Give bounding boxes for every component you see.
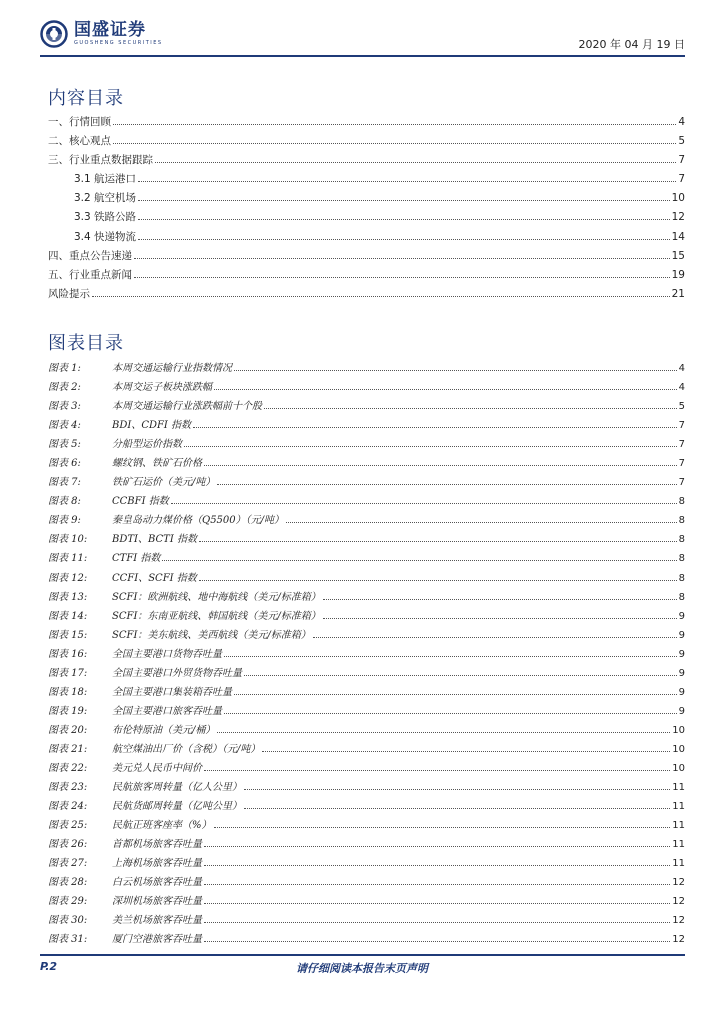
toc-entry-label[interactable]: 四、重点公告速递: [48, 249, 132, 262]
figure-page: 11: [672, 839, 685, 851]
toc-entry-page: 10: [671, 192, 685, 205]
figure-label[interactable]: SCFI：东南亚航线、韩国航线（美元/标准箱）: [112, 610, 321, 622]
figure-number: 图表 17:: [48, 667, 88, 679]
figure-entry[interactable]: [48, 378, 685, 397]
figure-label[interactable]: CCBFI 指数: [112, 496, 169, 508]
report-date: 2020 年 04 月 19 日: [578, 38, 685, 51]
figure-number: 图表 18:: [48, 686, 88, 698]
figure-number: 图表 11:: [48, 553, 88, 565]
figure-entry[interactable]: [48, 835, 685, 854]
figure-number: 图表 20:: [48, 724, 88, 736]
figure-page: 11: [672, 782, 685, 794]
dot-leader: [162, 559, 676, 561]
figure-entry[interactable]: [48, 626, 685, 645]
dot-leader: [244, 674, 677, 676]
toc-entry-page: 19: [671, 268, 685, 281]
toc-entry[interactable]: [48, 133, 685, 152]
figure-entry[interactable]: [48, 549, 685, 568]
figure-number: 图表 16:: [48, 648, 88, 660]
figure-number: 图表 23:: [48, 782, 88, 794]
dot-leader: [262, 750, 670, 752]
figure-page: 11: [672, 820, 685, 832]
dot-leader: [204, 845, 670, 847]
company-logo: [40, 20, 163, 48]
figure-number: 图表 7:: [48, 477, 81, 489]
figure-number: 图表 15:: [48, 629, 88, 641]
figure-number: 图表 8:: [48, 496, 81, 508]
toc-entry-page: 4: [678, 116, 685, 128]
toc-entry-page: 12: [671, 211, 685, 224]
figure-number: 图表 12:: [48, 572, 88, 584]
figure-number: 图表 27:: [48, 858, 88, 870]
figure-page: 10: [672, 724, 685, 736]
figure-label[interactable]: 厦门空港旅客吞吐量: [112, 934, 202, 946]
figure-entry[interactable]: [48, 683, 685, 702]
figure-page: 8: [678, 496, 685, 508]
dot-leader: [204, 464, 677, 466]
figure-page: 5: [678, 401, 685, 413]
figure-entry[interactable]: [48, 759, 685, 778]
figure-page: 8: [678, 572, 685, 584]
figure-number: 图表 14:: [48, 610, 88, 622]
toc-entry-label[interactable]: 二、核心观点: [48, 135, 111, 148]
toc-entry[interactable]: [48, 114, 685, 133]
figure-entry[interactable]: [48, 645, 685, 664]
figure-label[interactable]: CCFI、SCFI 指数: [112, 572, 197, 584]
figure-number: 图表 19:: [48, 705, 88, 717]
figure-page: 8: [678, 553, 685, 565]
figure-page: 9: [678, 686, 685, 698]
figure-entry[interactable]: [48, 492, 685, 511]
figure-entry[interactable]: [48, 607, 685, 626]
toc-entry-page: 15: [671, 249, 685, 262]
dot-leader: [113, 123, 676, 125]
toc-entry-page: 7: [678, 173, 685, 186]
figure-entry[interactable]: [48, 854, 685, 873]
figure-page: 12: [672, 877, 685, 889]
figure-page: 8: [678, 515, 685, 527]
figure-entry[interactable]: [48, 435, 685, 454]
toc-entry-label[interactable]: 风险提示: [48, 287, 90, 300]
toc-entry-label[interactable]: 3.2 航空机场: [74, 192, 137, 205]
figure-label[interactable]: BDTI、BCTI 指数: [112, 534, 197, 546]
figure-entry[interactable]: [48, 530, 685, 549]
figure-label[interactable]: 航空煤油出厂价（含税）（元/吨）: [112, 743, 261, 755]
dot-leader: [138, 199, 670, 201]
figure-entry[interactable]: [48, 873, 685, 892]
dot-leader: [234, 693, 677, 695]
figure-page: 10: [672, 743, 685, 755]
dot-leader: [138, 218, 670, 220]
toc-entry[interactable]: [48, 229, 685, 248]
figure-label[interactable]: 分船型运价指数: [112, 439, 182, 451]
figure-label[interactable]: 全国主要港口货物吞吐量: [112, 648, 222, 660]
figure-page: 12: [672, 934, 685, 946]
dot-leader: [244, 788, 670, 790]
figure-entry[interactable]: [48, 911, 685, 930]
dot-leader: [217, 483, 676, 485]
figure-label[interactable]: 上海机场旅客吞吐量: [112, 858, 202, 870]
dot-leader: [204, 902, 670, 904]
figure-number: 图表 29:: [48, 896, 88, 908]
figure-page: 9: [678, 610, 685, 622]
dot-leader: [286, 521, 677, 523]
figure-page: 7: [678, 458, 685, 470]
figure-entry[interactable]: [48, 664, 685, 683]
figure-label[interactable]: 民航正班客座率（%）: [112, 820, 212, 832]
figure-label[interactable]: BDI、CDFI 指数: [112, 420, 192, 432]
figure-entry[interactable]: [48, 359, 685, 378]
figure-number: 图表 21:: [48, 743, 88, 755]
figure-label[interactable]: 深圳机场旅客吞吐量: [112, 896, 202, 908]
toc-entry[interactable]: [48, 171, 685, 190]
figure-number: 图表 26:: [48, 839, 88, 851]
toc-entry[interactable]: [48, 267, 685, 286]
dot-leader: [193, 426, 677, 428]
dot-leader: [184, 445, 677, 447]
dot-leader: [92, 295, 670, 297]
figure-page: 10: [672, 762, 685, 774]
figure-page: 12: [672, 896, 685, 908]
figure-number: 图表 3:: [48, 401, 81, 413]
figure-label[interactable]: 螺纹钢、铁矿石价格: [112, 458, 202, 470]
dot-leader: [204, 883, 670, 885]
figure-page: 7: [678, 477, 685, 489]
figure-entry[interactable]: [48, 473, 685, 492]
figure-label[interactable]: 本周交通运输行业指数情况: [112, 363, 232, 374]
toc-entry-page: 21: [671, 287, 685, 300]
figure-entry[interactable]: [48, 797, 685, 816]
figure-entry[interactable]: [48, 702, 685, 721]
dot-leader: [138, 180, 676, 182]
figure-page: 12: [672, 915, 685, 927]
figure-label[interactable]: 美元兑人民币中间价: [112, 762, 202, 774]
figure-number: 图表 6:: [48, 458, 81, 470]
dot-leader: [171, 502, 677, 504]
dot-leader: [217, 731, 670, 733]
figure-label[interactable]: 铁矿石运价（美元/吨）: [112, 477, 216, 489]
figure-entry[interactable]: [48, 816, 685, 835]
dot-leader: [134, 257, 670, 259]
toc-entry-page: 14: [671, 230, 685, 243]
figure-label[interactable]: 首都机场旅客吞吐量: [112, 839, 202, 851]
figure-label[interactable]: 全国主要港口集装箱吞吐量: [112, 686, 232, 698]
toc-entry-label[interactable]: 五、行业重点新闻: [48, 268, 132, 281]
figure-label[interactable]: SCFI：美东航线、美西航线（美元/标准箱）: [112, 629, 311, 641]
toc-entry-page: 5: [678, 135, 685, 148]
dot-leader: [264, 407, 677, 409]
dot-leader: [323, 617, 677, 619]
figure-entry[interactable]: [48, 930, 685, 949]
figure-page: 4: [678, 382, 685, 394]
figure-page: 7: [678, 439, 685, 451]
figure-number: 图表 22:: [48, 762, 88, 774]
figure-label[interactable]: 白云机场旅客吞吐量: [112, 877, 202, 889]
figure-page: 9: [678, 667, 685, 679]
disclaimer-note: 请仔细阅读本报告末页声明: [296, 962, 428, 975]
figure-label[interactable]: 全国主要港口外贸货物吞吐量: [112, 667, 242, 679]
dot-leader: [204, 864, 670, 866]
figure-label[interactable]: SCFI：欧洲航线、地中海航线（美元/标准箱）: [112, 591, 321, 603]
toc-entry[interactable]: [48, 190, 685, 209]
dot-leader: [113, 142, 676, 144]
figure-entry[interactable]: [48, 511, 685, 530]
figure-label[interactable]: 美兰机场旅客吞吐量: [112, 915, 202, 927]
toc-entry[interactable]: [48, 152, 685, 171]
toc-entry[interactable]: [48, 286, 685, 305]
figure-number: 图表 10:: [48, 534, 88, 546]
figure-number: 图表 13:: [48, 591, 88, 603]
dot-leader: [244, 807, 670, 809]
figures-title: 图表目录: [48, 333, 124, 354]
dot-leader: [224, 712, 677, 714]
figure-entry[interactable]: [48, 740, 685, 759]
toc-entry-label[interactable]: 三、行业重点数据跟踪: [48, 154, 153, 167]
figure-label[interactable]: 本周交运子板块涨跌幅: [112, 382, 212, 394]
figure-list: [48, 359, 685, 949]
figure-number: 图表 30:: [48, 915, 88, 927]
toc-entry-label[interactable]: 3.1 航运港口: [74, 173, 137, 186]
figure-number: 图表 4:: [48, 420, 81, 432]
dot-leader: [204, 769, 670, 771]
figure-entry[interactable]: [48, 721, 685, 740]
figure-entry[interactable]: [48, 416, 685, 435]
figure-page: 11: [672, 801, 685, 813]
figure-number: 图表 31:: [48, 934, 88, 946]
dot-leader: [138, 238, 670, 240]
figure-page: 4: [678, 363, 685, 374]
figure-number: 图表 25:: [48, 820, 88, 832]
dot-leader: [323, 598, 677, 600]
figure-label[interactable]: 秦皇岛动力煤价格（Q5500）（元/吨）: [112, 515, 285, 527]
page-number: P.2: [40, 960, 58, 973]
figure-label[interactable]: 全国主要港口旅客吞吐量: [112, 705, 222, 717]
dot-leader: [204, 940, 670, 942]
figure-number: 图表 2:: [48, 382, 81, 394]
figure-entry[interactable]: [48, 397, 685, 416]
figure-entry[interactable]: [48, 892, 685, 911]
dot-leader: [313, 636, 677, 638]
figure-label[interactable]: 民航货邮周转量（亿吨公里）: [112, 801, 242, 813]
figure-page: 8: [678, 591, 685, 603]
guosheng-logo-icon: [40, 20, 68, 48]
header-divider: [40, 55, 685, 57]
toc-title: 内容目录: [48, 88, 124, 109]
figure-entry[interactable]: [48, 778, 685, 797]
figure-page: 9: [678, 705, 685, 717]
toc-entry-label[interactable]: 3.4 快递物流: [74, 230, 137, 243]
figure-number: 图表 28:: [48, 877, 88, 889]
figure-page: 8: [678, 534, 685, 546]
dot-leader: [199, 579, 677, 581]
dot-leader: [214, 826, 671, 828]
figure-number: 图表 24:: [48, 801, 88, 813]
dot-leader: [214, 388, 677, 390]
figure-entry[interactable]: [48, 454, 685, 473]
page-header: [40, 20, 685, 54]
figure-number: 图表 5:: [48, 439, 81, 451]
logo-english-name: GUOSHENG SECURITIES: [74, 40, 163, 46]
figure-label[interactable]: 本周交通运输行业涨跌幅前十个股: [112, 401, 262, 413]
figure-label[interactable]: 民航旅客周转量（亿人公里）: [112, 782, 242, 794]
table-of-contents: [48, 114, 685, 305]
figure-entry[interactable]: [48, 588, 685, 607]
figure-label[interactable]: 布伦特原油（美元/桶）: [112, 724, 216, 736]
figure-page: 9: [678, 629, 685, 641]
dot-leader: [134, 276, 670, 278]
dot-leader: [234, 369, 677, 371]
toc-entry[interactable]: [48, 248, 685, 267]
figure-entry[interactable]: [48, 569, 685, 588]
toc-entry-label[interactable]: 一、行情回顾: [48, 116, 111, 128]
dot-leader: [199, 540, 677, 542]
logo-chinese-name: 国盛证券: [74, 20, 146, 40]
figure-page: 9: [678, 648, 685, 660]
figure-number: 图表 1:: [48, 363, 81, 374]
dot-leader: [155, 161, 676, 163]
figure-number: 图表 9:: [48, 515, 81, 527]
figure-page: 7: [678, 420, 685, 432]
toc-entry-label[interactable]: 3.3 铁路公路: [74, 211, 137, 224]
dot-leader: [204, 921, 670, 923]
dot-leader: [224, 655, 677, 657]
toc-entry-page: 7: [678, 154, 685, 167]
figure-label[interactable]: CTFI 指数: [112, 553, 161, 565]
figure-page: 11: [672, 858, 685, 870]
footer-divider: [40, 954, 685, 956]
toc-entry[interactable]: [48, 209, 685, 228]
